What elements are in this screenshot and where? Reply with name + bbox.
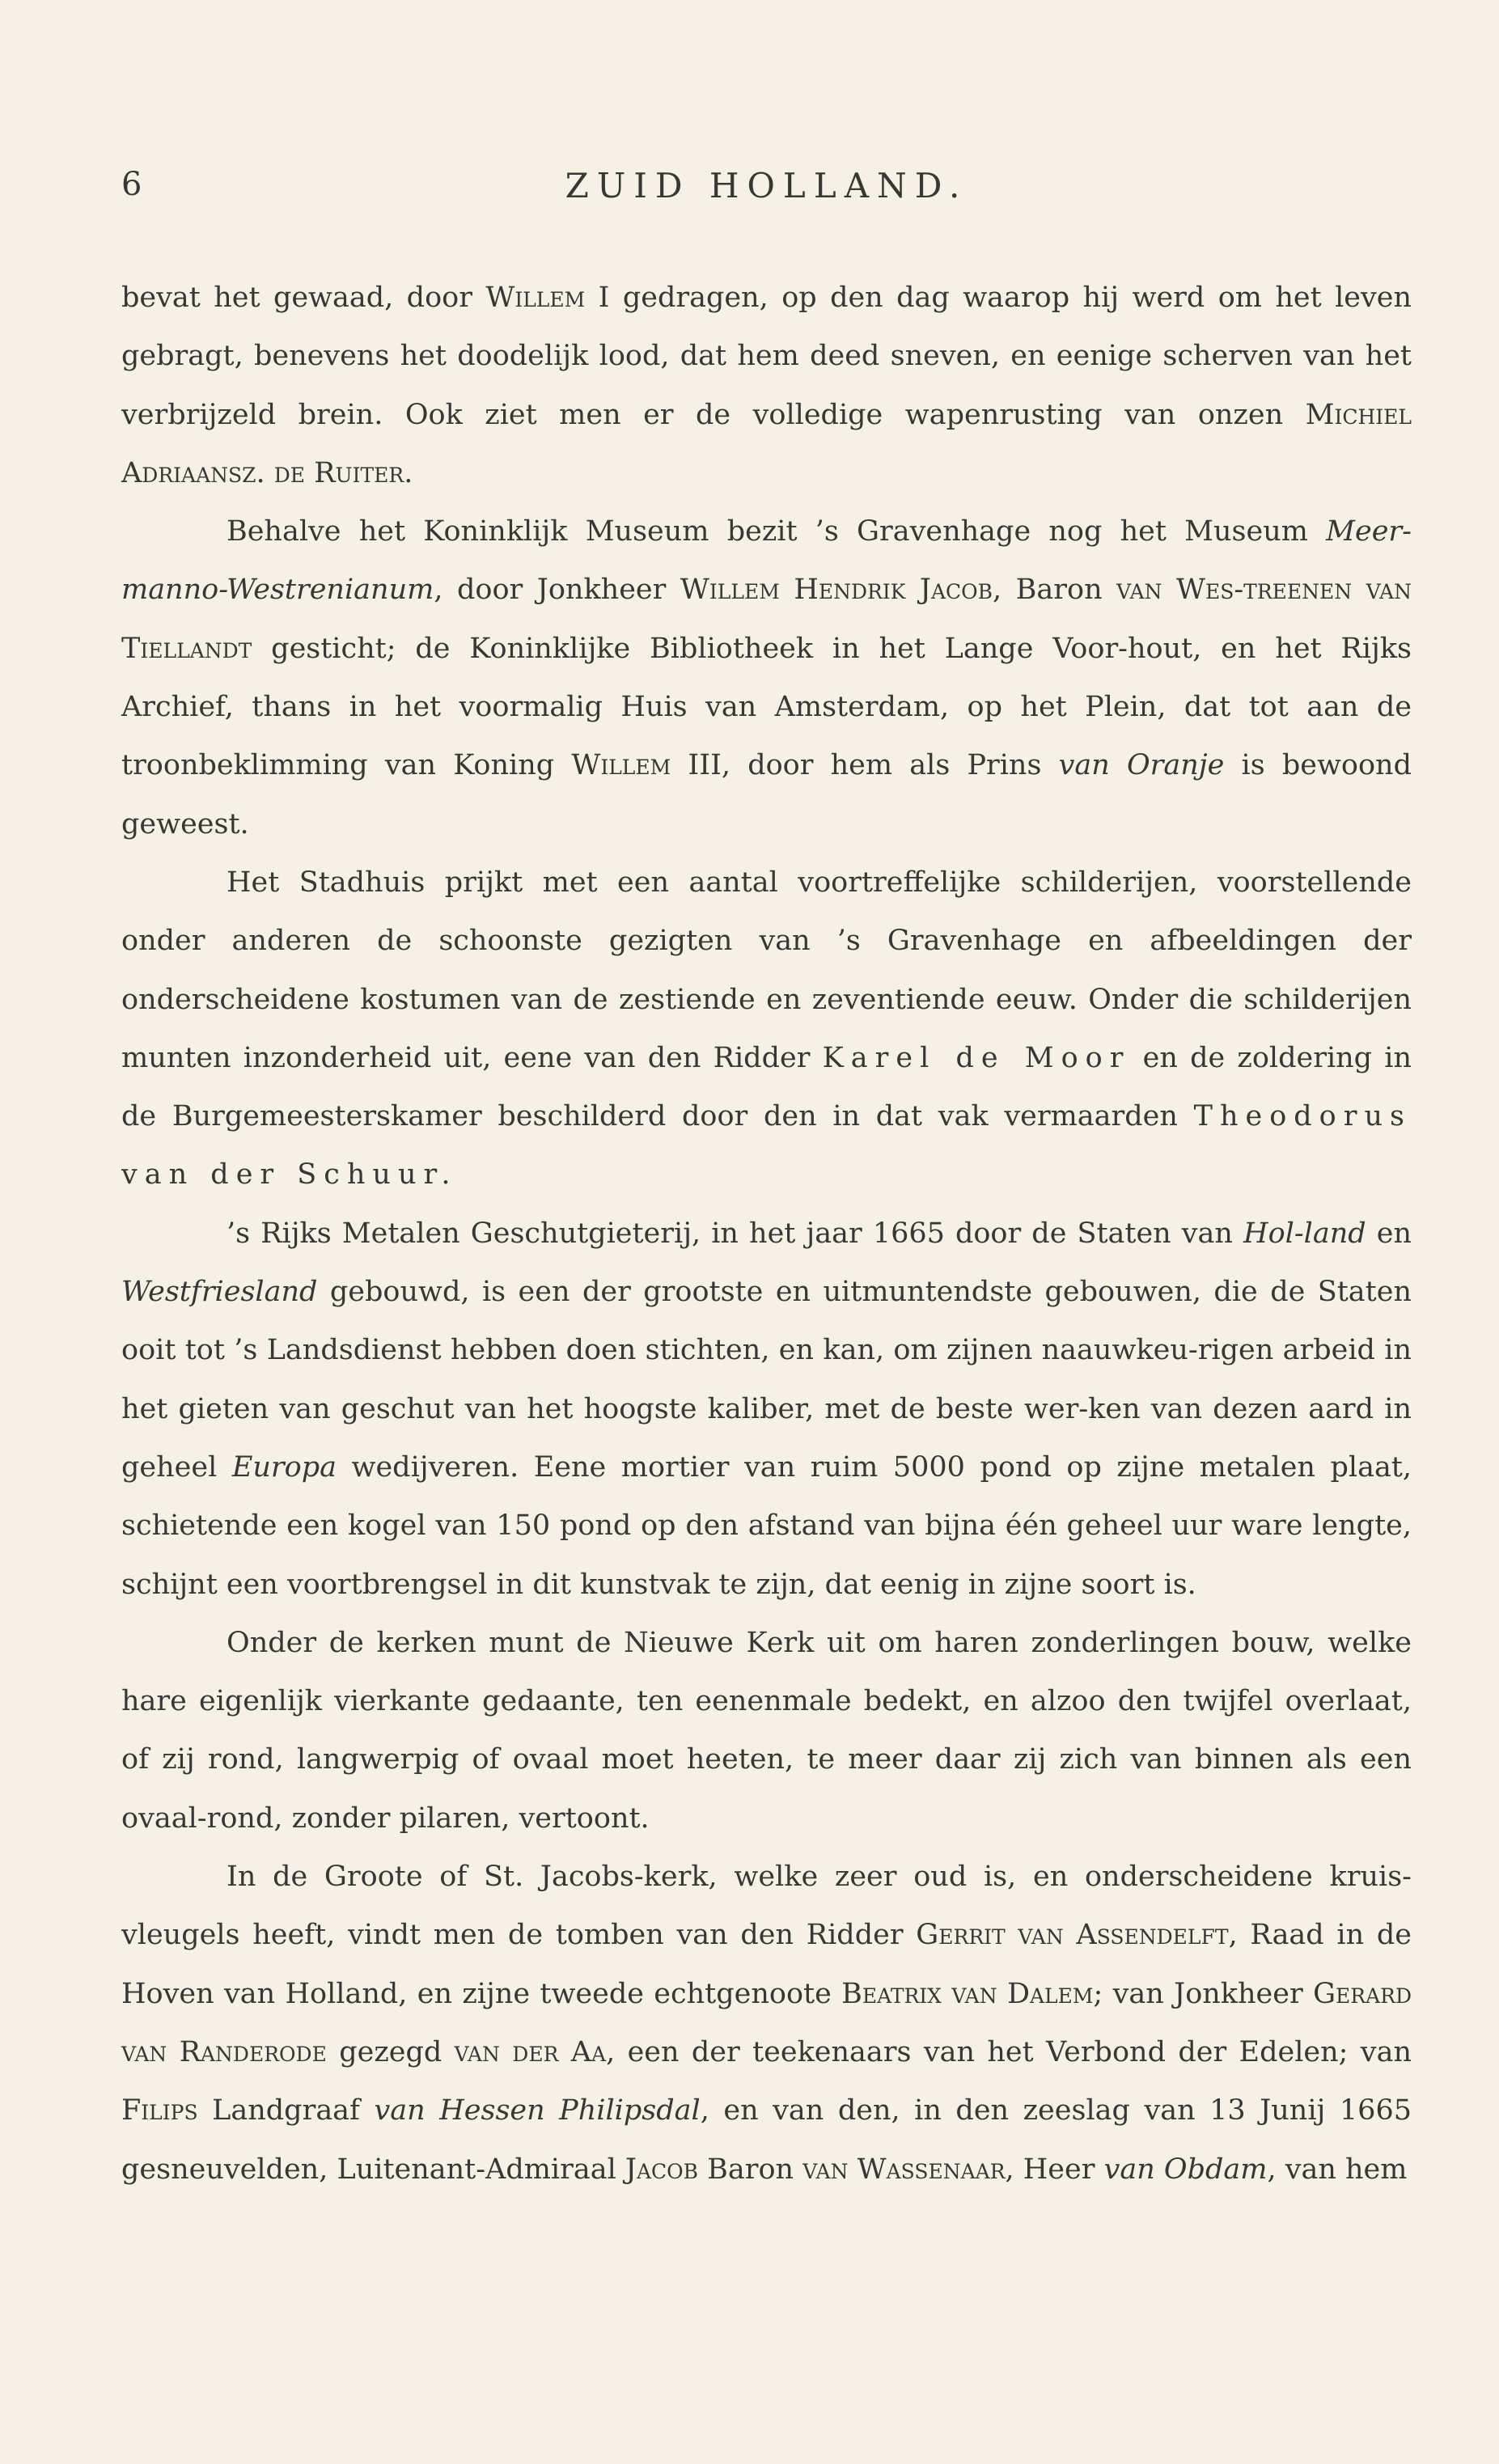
text-run: van Wassenaar	[802, 2153, 1006, 2186]
text-run: wedijveren. Eene mortier van ruim 5000 pond op zijne metalen plaat, schietende een kogel van 150 pond op den afstand van bijna één geheel uur ware lengte, schijnt een voortbrengsel in dit kunstvak te zijn, dat eenig in zijne soort is.	[121, 1450, 1412, 1601]
text-run: In de Groote of St. Jacobs-kerk, welke zeer oud is, en onderscheidene kruis-vleugels heeft, vindt men de tomben van den Ridder	[121, 1861, 1412, 1952]
paragraph-5	[121, 1614, 1412, 1848]
paragraph-1	[121, 269, 1412, 502]
text-run: Westfriesland	[121, 1276, 318, 1309]
text-run: Het Stadhuis prijkt met een aantal voortreffelijke schilderijen, voorstellende onder anderen de schoonste gezigten van ’s Gravenhage en afbeeldingen der onderscheidene kostumen van de zestiende en zeventiende eeuw. Onder die schilderijen munten inzonderheid uit, eene van den Ridder	[121, 866, 1412, 1074]
paragraph-6	[121, 1848, 1412, 2199]
text-run: Onder de kerken munt de Nieuwe Kerk uit om haren zonderlingen bouw, welke hare eigenlijk vierkante gedaante, ten eenenmale bedekt, en alzoo den twijfel overlaat, of zij rond, langwerpig of ovaal moet heeten, te meer daar zij zich van binnen als een ovaal-rond, zonder pilaren, vertoont.	[121, 1626, 1412, 1835]
text-run: Willem	[485, 282, 586, 314]
text-run: , Raad in de Hoven van Holland, en zijne tweede echtgenoote	[121, 1919, 1412, 2010]
text-run: Willem	[571, 749, 671, 782]
text-run: Michiel Adriaansz. de Ruiter.	[121, 398, 1412, 489]
text-run: Jacob	[625, 2153, 699, 2186]
text-run: ; van Jonkheer	[1093, 1977, 1314, 2010]
paragraph-4	[121, 1204, 1412, 1614]
page-number: 6	[121, 166, 142, 203]
text-run: bevat het gewaad, door	[121, 282, 486, 314]
text-run: Hol-land	[1243, 1217, 1366, 1250]
paragraph-3	[121, 853, 1412, 1204]
text-run: , een der teekenaars van het Verbond der Edelen; van	[606, 2035, 1412, 2068]
text-run: gezegd	[326, 2035, 455, 2068]
body-text	[121, 269, 1412, 2199]
text-run: , door Jonkheer	[434, 574, 680, 607]
text-run: III, door hem als Prins	[671, 749, 1059, 782]
text-run: Theodorus van der Schuur.	[121, 1100, 1412, 1192]
text-run: Baron	[698, 2153, 803, 2186]
text-run: Gerrit van Assendelft	[916, 1919, 1229, 1952]
text-run: , Heer	[1005, 2153, 1104, 2186]
text-run: Beatrix van Dalem	[841, 1977, 1094, 2010]
text-run: Willem Hendrik Jacob	[680, 574, 993, 607]
text-run: van Oranje	[1058, 749, 1225, 782]
text-run: van der Aa	[454, 2035, 607, 2068]
text-run: gesticht; de Koninklijke Bibliotheek in het Lange Voor-hout, en het Rijks Archief, thans in het voormalig Huis van Amsterdam, op het Plein, dat tot aan de troonbeklimming van Koning	[121, 632, 1412, 782]
text-run: Karel de Moor	[822, 1041, 1131, 1074]
text-run: ’s Rijks Metalen Geschutgieterij, in het jaar 1665 door de Staten van	[227, 1217, 1244, 1250]
running-title: ZUID HOLLAND.	[565, 166, 968, 205]
text-run: van Obdam	[1103, 2153, 1268, 2186]
text-run: en de zoldering in de Burgemeesterskamer beschilderd door den in dat vak vermaarden	[121, 1041, 1412, 1133]
text-run: I gedragen, op den dag waarop hij werd om het leven gebragt, benevens het doodelijk lood, dat hem deed sneven, en eenige scherven van het verbrijzeld brein. Ook ziet men er de volledige wapenrusting van onzen	[121, 282, 1412, 431]
text-run: Landgraaf	[197, 2094, 375, 2127]
text-run: gebouwd, is een der grootste en uitmuntendste gebouwen, die de Staten ooit tot ’s Landsdienst hebben doen stichten, en kan, om zijnen naauwkeu-rigen arbeid in het gieten van geschut van het hoogste kaliber, met de beste wer-ken van dezen aard in geheel	[121, 1276, 1412, 1484]
text-run: van Hessen Philipsdal	[374, 2094, 701, 2127]
text-run: , Baron	[993, 574, 1117, 607]
page-header	[121, 166, 1412, 214]
text-run: Filips	[121, 2094, 198, 2127]
text-run: Gerard van Randerode	[121, 1977, 1412, 2068]
text-run: Behalve het Koninklijk Museum bezit ’s Gravenhage nog het Museum	[227, 515, 1327, 548]
text-run: Europa	[231, 1450, 337, 1484]
text-run: Meer-manno-Westrenianum	[121, 515, 1412, 607]
text-run: en	[1366, 1217, 1412, 1250]
text-run: van Wes-treenen van Tiellandt	[121, 574, 1412, 665]
text-run: , van hem	[1267, 2153, 1408, 2186]
text-run: is bewoond geweest.	[121, 749, 1412, 840]
text-run: , en van den, in den zeeslag van 13 Junij 1665 gesneuvelden, Luitenant-Admiraal	[121, 2094, 1412, 2186]
paragraph-2	[121, 502, 1412, 853]
